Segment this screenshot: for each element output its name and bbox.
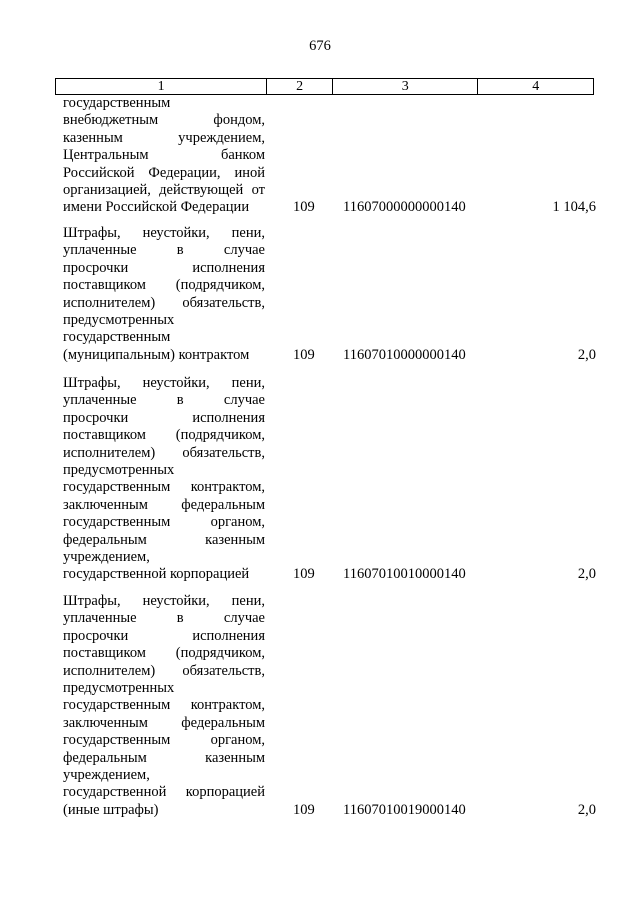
description-line: государственным органом, xyxy=(63,732,265,749)
description-line: федеральным казенным xyxy=(63,749,265,766)
amount-value: 1 104,6 xyxy=(552,199,596,216)
description-line: Штрафы, неустойки, пени, xyxy=(63,593,265,609)
column-header-2: 2 xyxy=(267,79,333,94)
description-line: (муниципальным) контрактом xyxy=(63,346,250,363)
table-header xyxy=(55,78,594,95)
description-line: внебюджетным фондом, xyxy=(63,112,265,129)
description-line: государственной корпорацией xyxy=(63,784,265,801)
amount-value: 2,0 xyxy=(577,346,596,363)
description-line: исполнителем) обязательств, xyxy=(63,294,265,311)
description-line: государственным контрактом, xyxy=(63,479,265,496)
description-line: заключенным федеральным xyxy=(63,714,265,731)
column-header-1: 1 xyxy=(56,79,267,94)
description-line: государственным контрактом, xyxy=(63,697,265,714)
chapter-code: 109 xyxy=(293,346,315,363)
row-description xyxy=(63,95,265,217)
description-line: заключенным федеральным xyxy=(63,496,265,513)
description-line: государственной корпорацией xyxy=(63,566,250,583)
description-line: просрочки исполнения xyxy=(63,409,265,426)
budget-classification-code: 11607010019000140 xyxy=(343,801,466,818)
description-line: государственным органом, xyxy=(63,514,265,531)
row-description xyxy=(63,593,265,819)
chapter-code: 109 xyxy=(293,199,315,216)
description-line: учреждением, xyxy=(63,766,150,783)
description-line: (иные штрафы) xyxy=(63,801,159,818)
page-number: 676 xyxy=(309,38,331,54)
column-header-3: 3 xyxy=(333,79,478,94)
description-line: уплаченные в случае xyxy=(63,610,265,627)
description-line: поставщиком (подрядчиком, xyxy=(63,277,265,294)
description-line: исполнителем) обязательств, xyxy=(63,662,265,679)
description-line: Центральным банком xyxy=(63,147,265,164)
description-line: Штрафы, неустойки, пени, xyxy=(63,375,265,391)
budget-classification-code: 11607010000000140 xyxy=(343,346,466,363)
description-line: просрочки исполнения xyxy=(63,259,265,276)
description-line: предусмотренных xyxy=(63,679,175,696)
description-line: поставщиком (подрядчиком, xyxy=(63,645,265,662)
description-line: предусмотренных xyxy=(63,311,175,328)
budget-classification-code: 11607010010000140 xyxy=(343,566,466,583)
description-line: государственным xyxy=(63,329,171,346)
description-line: федеральным казенным xyxy=(63,531,265,548)
description-line: уплаченные в случае xyxy=(63,242,265,259)
amount-value: 2,0 xyxy=(577,801,596,818)
amount-value: 2,0 xyxy=(577,566,596,583)
chapter-code: 109 xyxy=(293,566,315,583)
description-line: уплаченные в случае xyxy=(63,392,265,409)
description-line: просрочки исполнения xyxy=(63,627,265,644)
description-line: казенным учреждением, xyxy=(63,129,265,146)
description-line: учреждением, xyxy=(63,548,150,565)
row-description xyxy=(63,375,265,584)
description-line: Российской Федерации, иной xyxy=(63,164,265,181)
description-line: организацией, действующей от xyxy=(63,181,265,198)
column-header-4: 4 xyxy=(532,79,540,94)
description-line: имени Российской Федерации xyxy=(63,199,250,216)
description-line: предусмотренных xyxy=(63,461,175,478)
budget-classification-code: 11607000000000140 xyxy=(343,199,466,216)
description-line: государственным xyxy=(63,95,171,111)
description-line: Штрафы, неустойки, пени, xyxy=(63,225,265,241)
row-description xyxy=(63,225,265,364)
description-line: поставщиком (подрядчиком, xyxy=(63,427,265,444)
chapter-code: 109 xyxy=(293,801,315,818)
description-line: исполнителем) обязательств, xyxy=(63,444,265,461)
